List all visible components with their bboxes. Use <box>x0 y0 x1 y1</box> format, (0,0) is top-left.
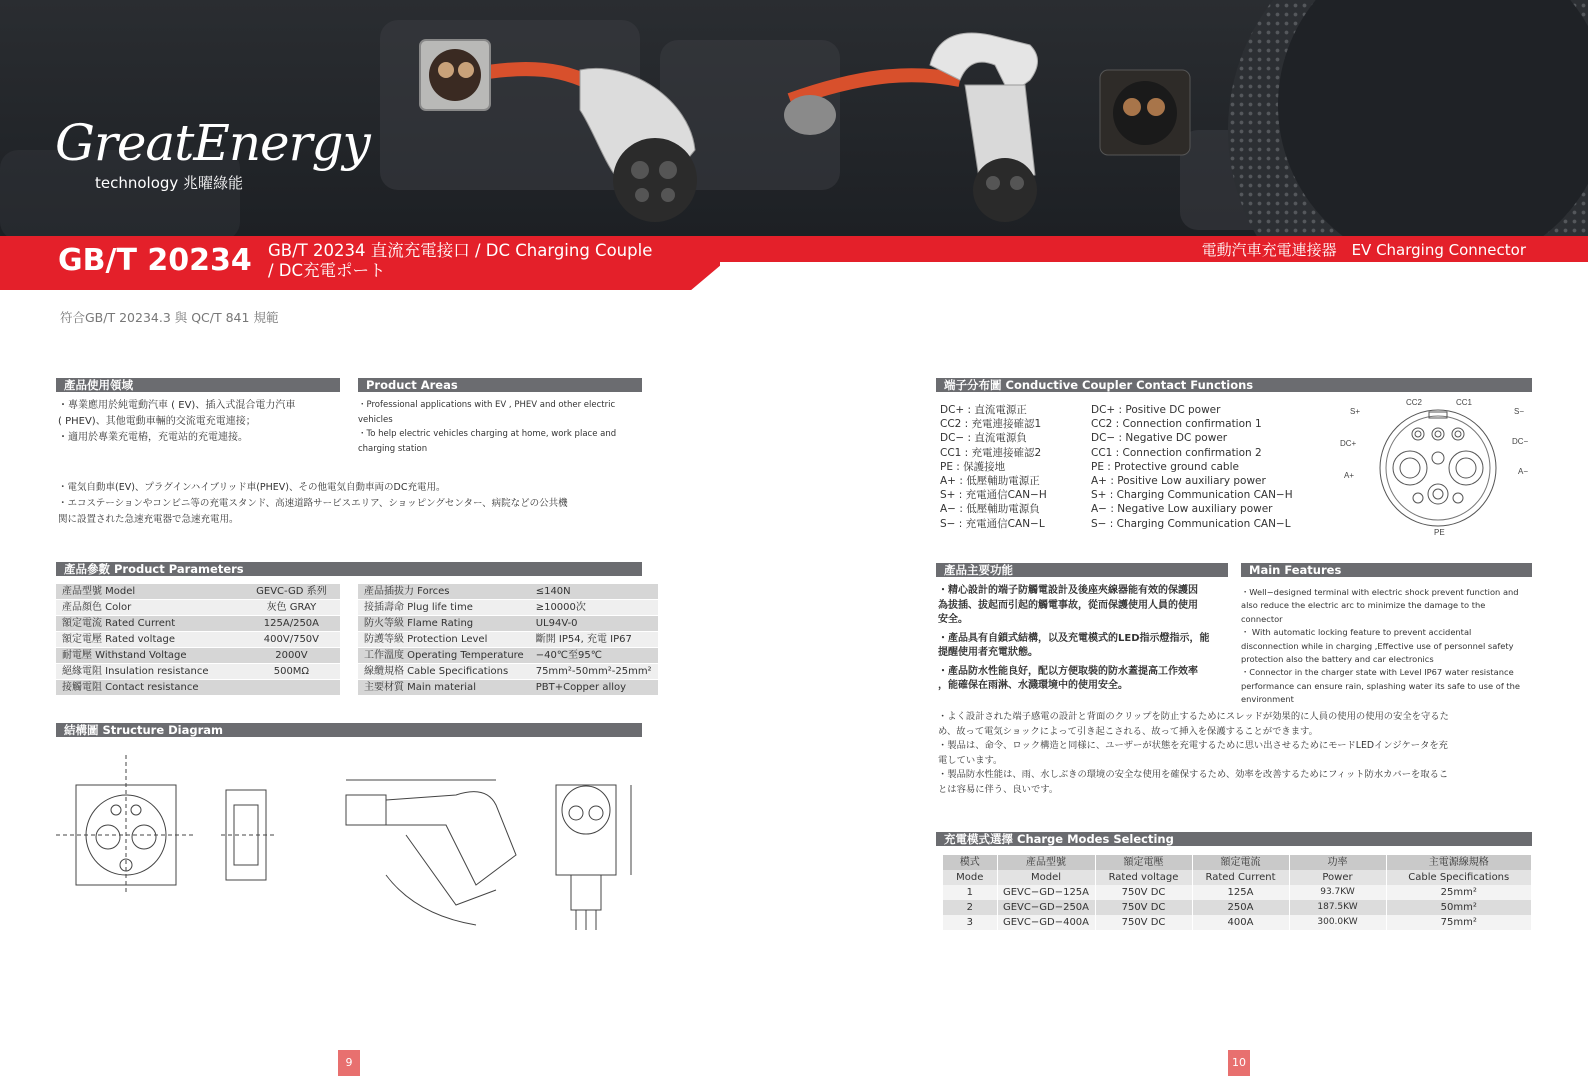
usage-jp: ・電気自動車(EV)、プラグインハイブリッド車(PHEV)、その他電気自動車両のDC充電用。 ・エコステーションやコンビニ等の充電スタンド、高速道路サービスエリア、ショッピングセンター、病院などの公共機 関に設置された急速充電器で急速充電用。 <box>58 482 568 525</box>
side-view-drawing <box>221 790 276 880</box>
table-header-row: Mode Model Rated voltage Rated Current Power Cable Specifications <box>943 870 1532 885</box>
label-cc1: CC1 <box>1456 398 1473 407</box>
table-row: 產品型號 Model GEVC-GD 系列 <box>56 584 340 600</box>
table-row: 工作溫度 Operating Temperature −40℃至95℃ <box>358 648 658 664</box>
table-row: 絕緣電阻 Insulation resistance 500MΩ <box>56 664 340 680</box>
category-title: 電動汽車充電連接器 EV Charging Connector <box>1201 241 1526 259</box>
table-row: 產品顏色 Color 灰色 GRAY <box>56 600 340 616</box>
page-number-right: 10 <box>1228 1050 1250 1076</box>
brand-logo: GreatEnergy technology 兆曜綠能 <box>55 114 370 192</box>
table-row: 主要材質 Main material PBT+Copper alloy <box>358 680 658 696</box>
product-code: GB/T 20234 <box>58 243 252 278</box>
label-pe: PE <box>1434 528 1445 537</box>
contacts-heading: 端子分布圖 Conductive Coupler Contact Functions <box>936 378 1532 392</box>
table-header-row: 模式 產品型號 額定電壓 額定電流 功率 主電源線規格 <box>943 855 1532 870</box>
standard-note: 符合GB/T 20234.3 與 QC/T 841 規範 <box>60 310 279 325</box>
hero-banner <box>0 0 1588 236</box>
label-a-minus: A− <box>1518 467 1529 476</box>
features-cn: ・精心設計的端子防觸電設計及後座夾線器能有效的保護因 為拔插、拔起而引起的觸電事故，從而保護使用人員的使用 安全。 ・產品具有自鎖式結構，以及充電模式的LED指示燈指示，能 提醒使用者充電狀態。 ・產品防水性能良好，配以方便取裝的防水蓋提高工作效率 ，能確保在雨淋、水濺環境中的使用安全。 <box>938 585 1210 691</box>
params-heading: 產品參數 Product Parameters <box>56 562 642 576</box>
table-row: 2 GEVC−GD−250A 750V DC 250A 187.5KW 50mm² <box>943 900 1532 915</box>
contacts-en-list: DC+ : Positive DC power CC2 : Connection confirmation 1 DC− : Negative DC power CC1 : Connection confirmation 2 PE : Protective ground cable A+ : Positive Low auxiliary power S+ : Charging Communication CAN−H A− : Negative Low auxiliary power S− : Charging Communication CAN−L <box>1091 404 1293 530</box>
features-en: ・Well−designed terminal with electric shock prevent function and also reduce the electric arc to minimize the damage to the connector ・ With automatic locking feature to prevent accidental disconnection while in charging ,Effective use of personnel safety protection also the battery and car electronics ・Connector in the charger state with Level IP67 water resistance performance can ensure rain, splashing water its safe to use of the environment <box>1241 587 1520 705</box>
structure-diagram <box>56 755 646 935</box>
table-row: 產品插拔力 Forces ≤140N <box>358 584 658 600</box>
charge-modes-heading: 充電模式選擇 Charge Modes Selecting <box>936 832 1532 846</box>
features-jp: ・よく設計された端子感電の設計と背面のクリップを防止するためにスレッドが効果的に人員の使用の使用の安全を守るた め、故って電気ショックによって引き起こされる、故って挿入を保護することができます。 ・製品は、命令、ロック構造と同様に、ユーザーが状態を充電するために思い出させるためにモードLEDインジケータを充 電しています。 ・製品防水性能は、雨、水しぶきの環境の安全な使用を確保するため、効率を改善するためにフィット防水カバーを取るこ とは容易に伴う、良いです。 <box>938 711 1449 795</box>
features-heading-cn: 產品主要功能 <box>936 563 1228 577</box>
charge-modes-table <box>943 855 1532 930</box>
table-row: 線纜規格 Cable Specifications 75mm²-50mm²-25mm² <box>358 664 658 680</box>
speaker-mesh-graphic <box>1228 0 1588 236</box>
connector-photo-2 <box>780 25 1220 230</box>
contact-pinout-diagram <box>1340 398 1540 540</box>
params-table-right <box>358 584 658 696</box>
connector-photo-1 <box>410 20 740 230</box>
contacts-cn-list: DC+ : 直流電源正 CC2 : 充電連接確認1 DC− : 直流電源負 CC1 : 充電連接確認2 PE : 保護接地 A+ : 低壓輔助電源正 S+ : 充電通信CAN−H A− : 低壓輔助電源負 S− : 充電通信CAN−L <box>940 404 1047 530</box>
table-row: 接插壽命 Plug life time ≥10000次 <box>358 600 658 616</box>
table-row: 1 GEVC−GD−125A 750V DC 125A 93.7KW 25mm² <box>943 885 1532 900</box>
page-number-left: 9 <box>338 1050 360 1076</box>
features-heading-en: Main Features <box>1241 563 1532 577</box>
table-row: 耐電壓 Withstand Voltage 2000V <box>56 648 340 664</box>
table-row: 額定電流 Rated Current 125A/250A <box>56 616 340 632</box>
usage-heading-en: Product Areas <box>358 378 642 392</box>
usage-heading-cn: 產品使用領域 <box>56 378 340 392</box>
label-s-minus: S− <box>1514 407 1525 416</box>
table-row: 防火等級 Flame Rating UL94V-0 <box>358 616 658 632</box>
table-row: 3 GEVC−GD−400A 750V DC 400A 300.0KW 75mm² <box>943 915 1532 930</box>
product-subtitle: GB/T 20234 直流充電接口 / DC Charging Couple / DC充電ポート <box>268 241 653 280</box>
usage-en: ・Professional applications with EV , PHEV and other electric vehicles ・To help electric vehicles charging at home, work place and charging station <box>358 400 617 454</box>
usage-cn: ・專業應用於純電動汽車 ( EV)、插入式混合電力汽車 ( PHEV)、其他電動車輛的交流電充電連接； ・適用於專業充電樁，充電站的充電連接。 <box>58 400 296 443</box>
plug-front-drawing <box>556 785 631 930</box>
params-table-left <box>56 584 340 696</box>
plug-side-drawing <box>346 780 516 925</box>
table-row: 接觸電阻 Contact resistance <box>56 680 340 696</box>
label-s-plus: S+ <box>1350 407 1361 416</box>
label-dc-minus: DC− <box>1512 437 1529 446</box>
label-a-plus: A+ <box>1344 471 1355 480</box>
table-row: 防護等級 Protection Level 斷開 IP54, 充電 IP67 <box>358 632 658 648</box>
table-row: 額定電壓 Rated voltage 400V/750V <box>56 632 340 648</box>
label-cc2: CC2 <box>1406 398 1423 407</box>
structure-heading: 結構圖 Structure Diagram <box>56 723 642 737</box>
label-dc-plus: DC+ <box>1340 439 1357 448</box>
front-view-drawing <box>56 755 196 895</box>
